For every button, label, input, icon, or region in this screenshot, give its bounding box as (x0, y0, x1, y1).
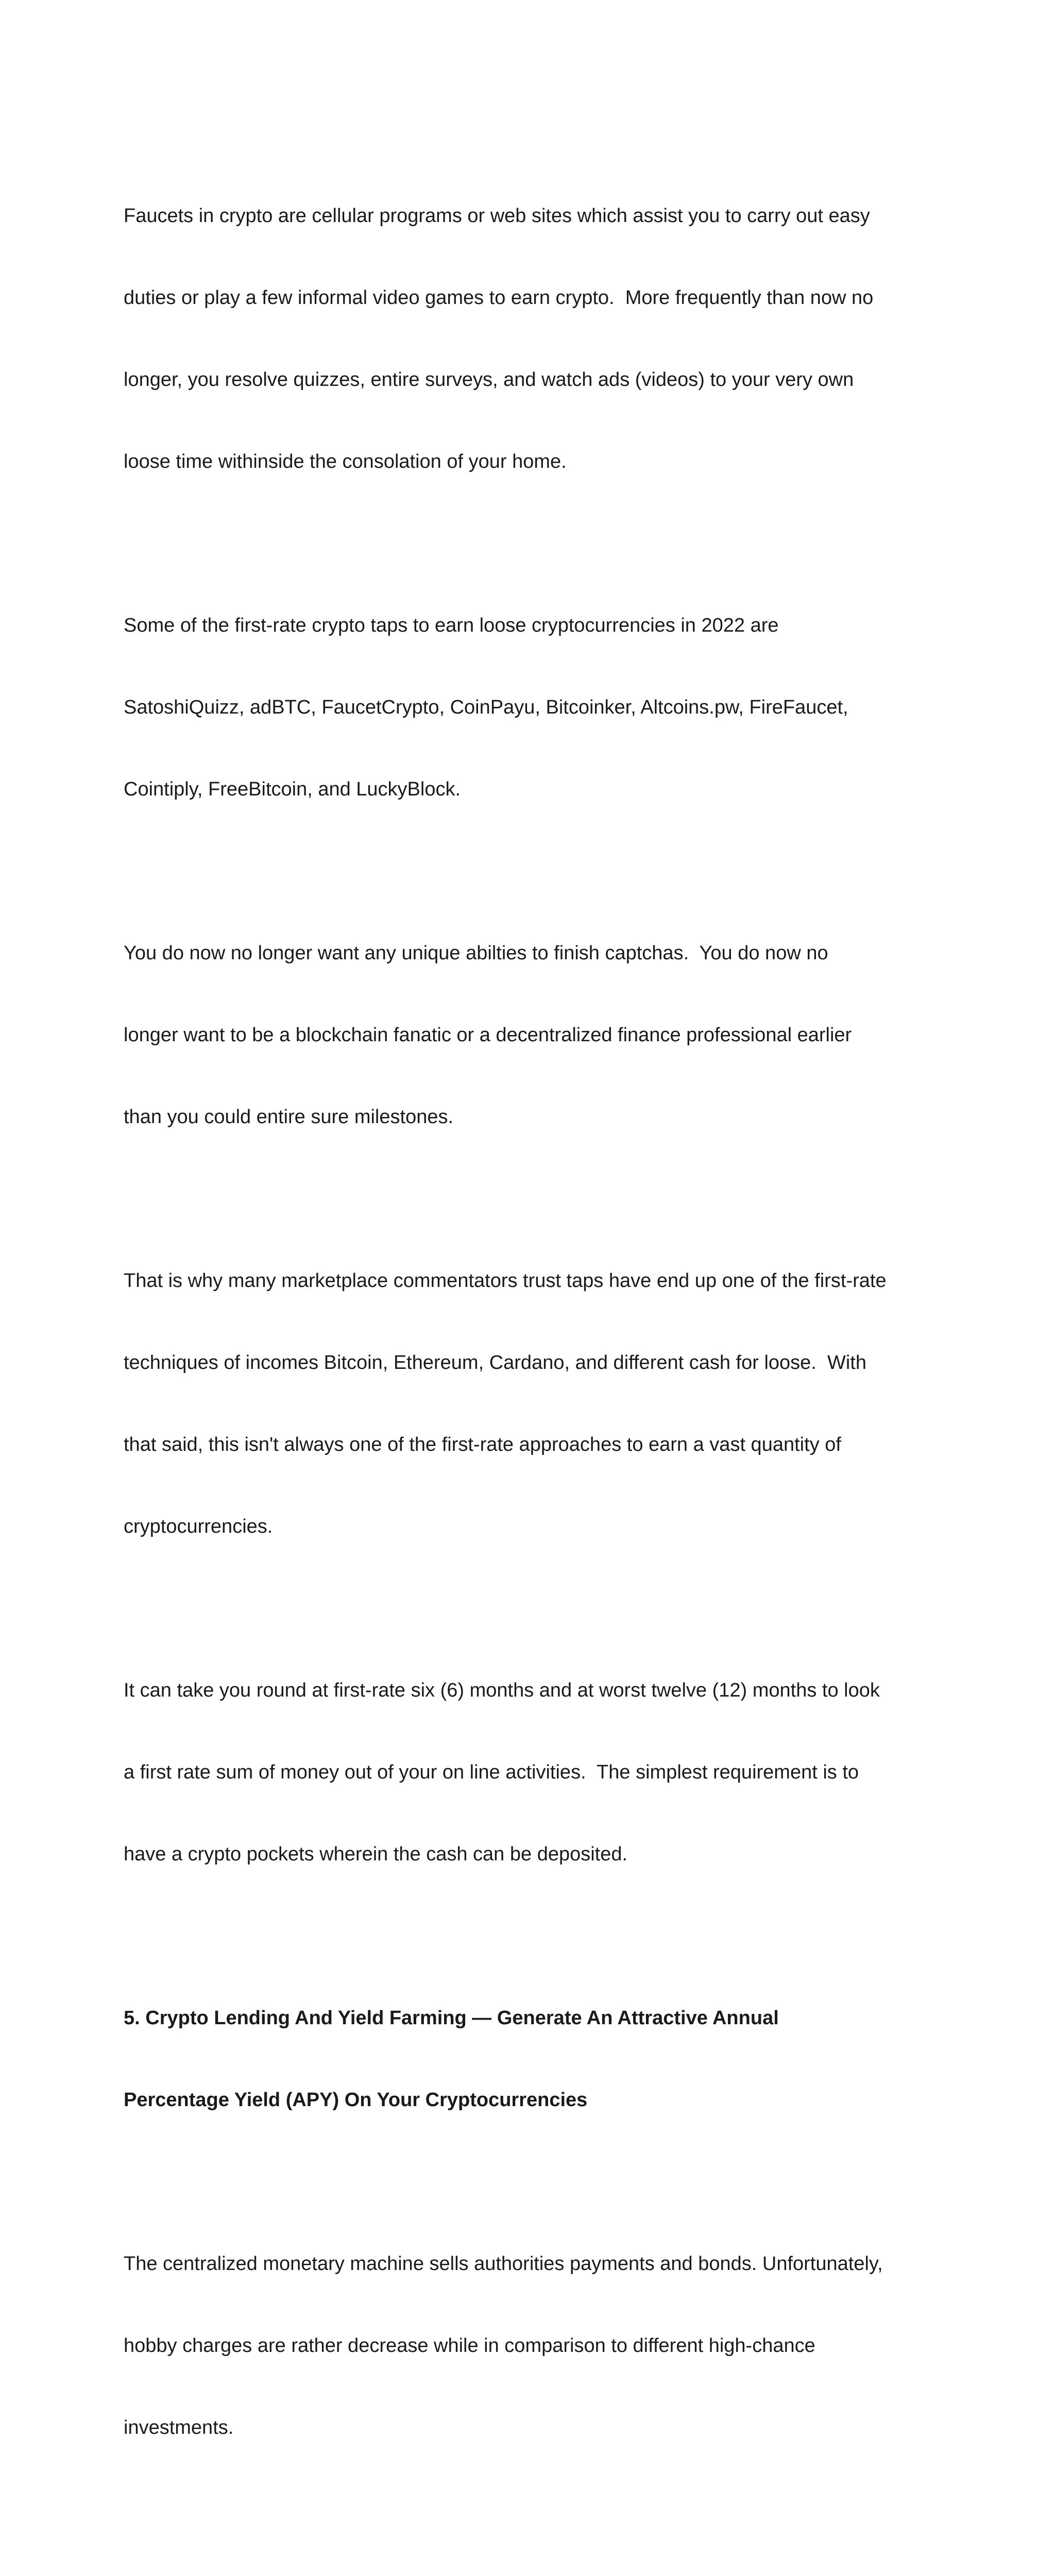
heading-line: Percentage Yield (APY) On Your Cryptocurrencies (124, 2089, 588, 2111)
paragraph-no-skills (124, 885, 948, 1185)
text-line: longer want to be a blockchain fanatic or a decentralized finance professional earlier (124, 1024, 852, 1046)
text-line: Cointiply, FreeBitcoin, and LuckyBlock. (124, 778, 461, 800)
text-line: duties or play a few informal video games to earn crypto. More frequently than now no (124, 287, 874, 309)
text-line: investments. (124, 2417, 234, 2438)
text-line: It can take you round at first-rate six (6) months and at worst twelve (12) months to look (124, 1680, 880, 1701)
section-heading-lending (124, 1950, 948, 2168)
text-line: than you could entire sure milestones. (124, 1106, 454, 1128)
text-line: Some of the first-rate crypto taps to earn loose cryptocurrencies in 2022 are (124, 615, 779, 636)
text-line: hobby charges are rather decrease while in comparison to different high-chance (124, 2335, 815, 2357)
text-line: that said, this isn't always one of the first-rate approaches to earn a vast quantity of (124, 1434, 841, 1455)
paragraph-commentators (124, 1213, 948, 1595)
paragraph-centralized-system (124, 2196, 948, 2496)
text-line: cryptocurrencies. (124, 1516, 273, 1537)
paragraph-faucet-list (124, 557, 948, 858)
text-line: have a crypto pockets wherein the cash can be deposited. (124, 1843, 628, 1865)
text-line: techniques of incomes Bitcoin, Ethereum, Cardano, and different cash for loose. With (124, 1352, 866, 1374)
text-line: longer, you resolve quizzes, entire surveys, and watch ads (videos) to your very own (124, 369, 854, 391)
paragraph-faucets-intro (124, 148, 948, 530)
paragraph-timeframe (124, 1622, 948, 1923)
text-line: You do now no longer want any unique abilties to finish captchas. You do now no (124, 942, 828, 964)
text-line: SatoshiQuizz, adBTC, FaucetCrypto, CoinPayu, Bitcoinker, Altcoins.pw, FireFaucet, (124, 697, 848, 718)
text-line: a first rate sum of money out of your on line activities. The simplest requirement is to (124, 1761, 859, 1783)
document-body (124, 148, 948, 2576)
paragraph-fed-rates (124, 2523, 948, 2576)
text-line: The centralized monetary machine sells authorities payments and bonds. Unfortunately, (124, 2253, 883, 2275)
text-line: That is why many marketplace commentators trust taps have end up one of the first-rate (124, 1270, 887, 1292)
text-line: Faucets in crypto are cellular programs or web sites which assist you to carry out easy (124, 205, 870, 227)
heading-line: 5. Crypto Lending And Yield Farming — Generate An Attractive Annual (124, 2007, 779, 2029)
text-line: loose time withinside the consolation of your home. (124, 451, 567, 472)
